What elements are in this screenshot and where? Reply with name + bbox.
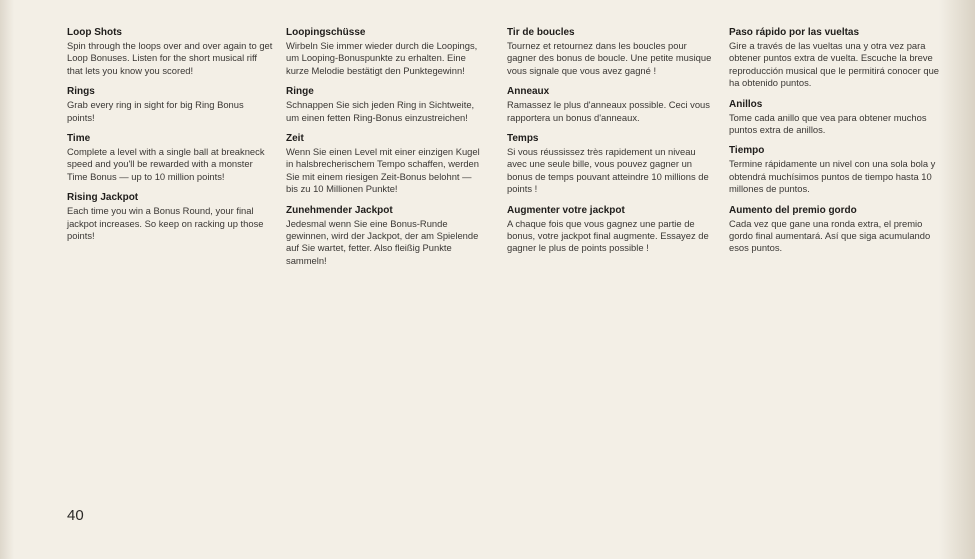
- section-heading: Rising Jackpot: [67, 192, 139, 204]
- section-heading: Time: [67, 133, 91, 145]
- section-body: Jedesmal wenn Sie eine Bonus-Runde gewinnen, wird der Jackpot, der am Spielende auf Sie wartet, fetter. Also fleißig Punkte sammeln!: [286, 217, 479, 266]
- section-heading: Rings: [67, 86, 95, 98]
- section-temps: [507, 132, 715, 196]
- section-heading: Ringe: [286, 86, 314, 98]
- section-body: Si vous réussissez très rapidement un niveau avec une seule bille, vous pouvez gagner un bonus de temps pouvant atteindre 10 millions de points !: [507, 146, 709, 195]
- section-heading: Tiempo: [729, 145, 765, 157]
- section-body: Each time you win a Bonus Round, your final jackpot increases. So keep on racking up those points!: [67, 205, 264, 242]
- section-body: Ramassez le plus d'anneaux possible. Ceci vous rapportera un bonus d'anneaux.: [507, 99, 710, 123]
- section-heading: Paso rápido por las vueltas: [729, 27, 860, 38]
- section-rising-jackpot: [67, 191, 273, 242]
- section-paso-rapido: [729, 26, 941, 90]
- german-column: [286, 26, 486, 275]
- section-rings: [67, 85, 273, 124]
- section-body: Cada vez que gane una ronda extra, el premio gordo final aumentará. Así que siga acumulando esos puntos.: [729, 217, 931, 254]
- section-heading: Aumento del premio gordo: [729, 204, 857, 216]
- section-anneaux: [507, 85, 715, 124]
- section-ringe: [286, 85, 486, 124]
- section-tiempo: [729, 144, 941, 195]
- section-body: Grab every ring in sight for big Ring Bonus points!: [67, 99, 244, 123]
- section-body: Spin through the loops over and over again to get Loop Bonuses. Listen for the short musical riff that lets you know you scored!: [67, 40, 273, 76]
- page-edge-shadow: [939, 0, 975, 559]
- section-body: Complete a level with a single ball at breakneck speed and you'll be rewarded with a monster Time Bonus — up to 10 million points!: [67, 146, 265, 182]
- section-heading: Anneaux: [507, 86, 550, 98]
- section-loop-shots: [67, 26, 273, 77]
- section-body: Schnappen Sie sich jeden Ring in Sichtweite, um einen fetten Ring-Bonus einzustreichen!: [286, 99, 475, 123]
- spanish-column: [729, 26, 941, 263]
- section-time: [67, 132, 273, 183]
- section-aumento-premio: [729, 204, 941, 255]
- section-body: A chaque fois que vous gagnez une partie de bonus, votre jackpot final augmente. Essayez de gagner le plus de points possible !: [507, 217, 709, 254]
- section-heading: Temps: [507, 133, 539, 145]
- page-binding-shadow: [0, 0, 14, 559]
- section-tir-de-boucles: [507, 26, 715, 77]
- section-body: Wirbeln Sie immer wieder durch die Loopings, um Looping-Bonuspunkte zu erhalten. Eine kurze Melodie bestätigt den Punktegewinn!: [286, 40, 478, 76]
- section-augmenter-jackpot: [507, 204, 715, 255]
- section-body: Tournez et retournez dans les boucles pour gagner des bonus de boucle. Une petite musique vous signale que vous avez gagné !: [507, 40, 712, 76]
- section-body: Gire a través de las vueltas una y otra vez para obtener puntos extra de vuelta. Escuche la breve reproducción musical que le permitirá conocer que ha obtenido puntos.: [729, 40, 940, 89]
- section-heading: Augmenter votre jackpot: [507, 204, 625, 216]
- section-body: Tome cada anillo que vea para obtener muchos puntos extra de anillos.: [729, 111, 927, 136]
- section-body: Wenn Sie einen Level mit einer einzigen Kugel in halsbrecherischem Tempo schaffen, werden Sie mit einem riesigen Zeit-Bonus belohnt — bis zu 10 Millionen Punkte!: [286, 146, 480, 195]
- section-heading: Anillos: [729, 98, 763, 110]
- section-heading: Zeit: [286, 133, 304, 145]
- section-heading: Loopingschüsse: [286, 27, 366, 38]
- section-heading: Zunehmender Jackpot: [286, 204, 393, 216]
- section-heading: Tir de boucles: [507, 27, 575, 38]
- section-anillos: [729, 98, 941, 137]
- section-heading: Loop Shots: [67, 27, 122, 38]
- section-body: Termine rápidamente un nivel con una sola bola y obtendrá muchísimos puntos de tiempo hasta 10 millones de puntos.: [729, 158, 936, 195]
- page-number: 40: [67, 507, 84, 524]
- section-loopingschuesse: [286, 26, 486, 77]
- english-column: [67, 26, 273, 250]
- french-column: [507, 26, 715, 263]
- section-zeit: [286, 132, 486, 196]
- section-zunehmender-jackpot: [286, 204, 486, 268]
